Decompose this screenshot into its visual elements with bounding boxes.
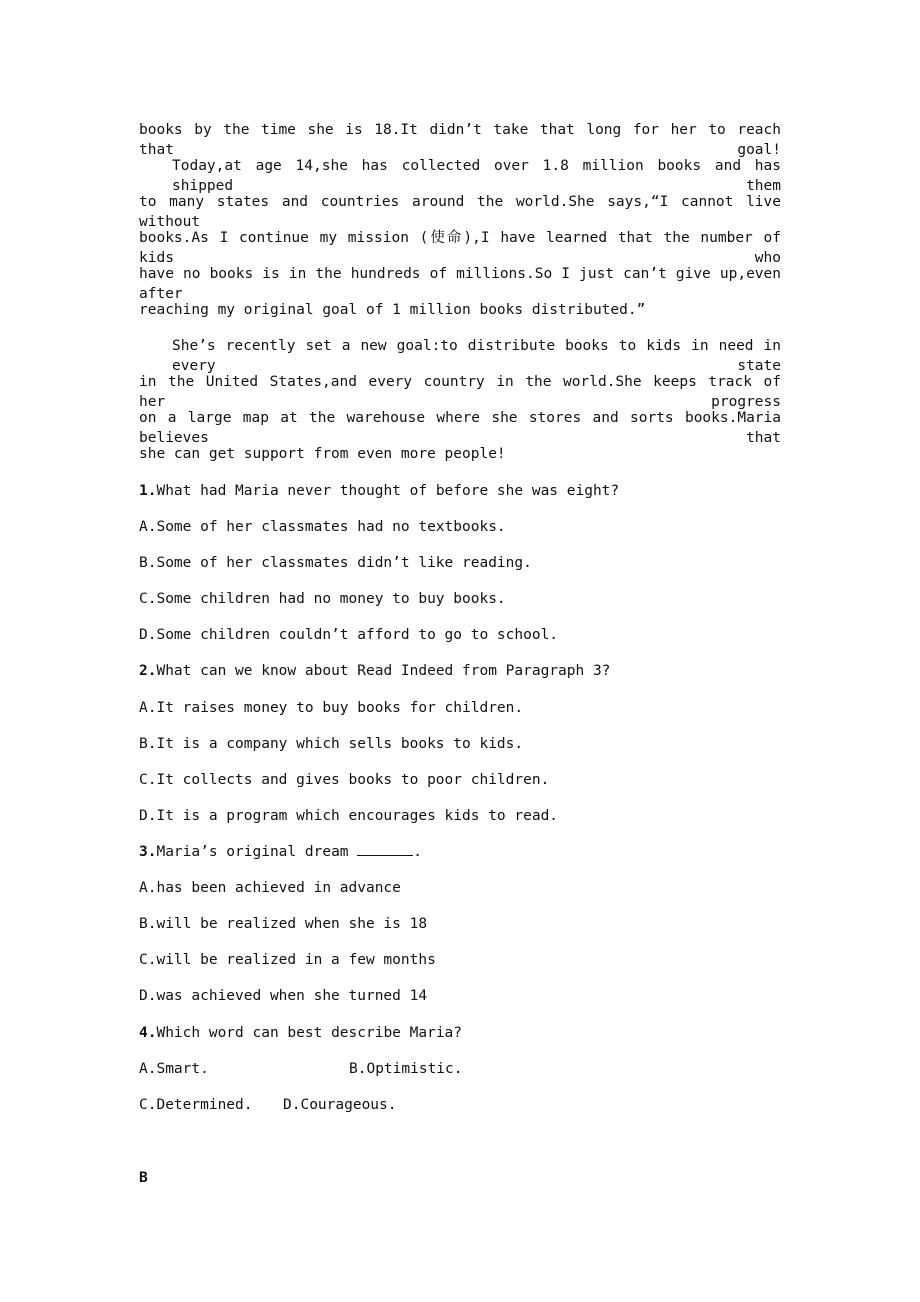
passage-line: in the United States,and every country in the world.She keeps track of her progress [139,374,781,410]
option-4a: A.Smart. [139,1061,209,1077]
question-number: 1. [139,483,157,499]
question-number: 3. [139,844,157,860]
passage-line: have no books is in the hundreds of millions.So I just can’t give up,even after [139,266,781,302]
option-4c: C.Determined. [139,1097,253,1113]
question-number: 4. [139,1025,157,1041]
option-2d: D.It is a program which encourages kids to read. [139,808,559,824]
option-1d: D.Some children couldn’t afford to go to school. [139,627,559,643]
answer-blank [357,843,413,856]
passage-line: she can get support from even more people! [139,446,506,462]
question-stem: What had Maria never thought of before she was eight? [156,483,620,499]
option-1a: A.Some of her classmates had no textbooks. [139,519,506,535]
option-4b: B.Optimistic. [349,1061,463,1077]
passage-line: books by the time she is 18.It didn’t take that long for her to reach that goal! [139,122,781,158]
question-stem: Which word can best describe Maria? [156,1025,463,1041]
passage-line: on a large map at the warehouse where she stores and sorts books.Maria believes that [139,410,781,446]
option-3c: C.will be realized in a few months [139,952,436,968]
question-stem: What can we know about Read Indeed from Paragraph 3? [156,663,611,679]
passage-line: She’s recently set a new goal:to distribute books to kids in need in every state [172,338,781,374]
passage-line: Today,at age 14,she has collected over 1.8 million books and has shipped them [172,158,781,194]
question-1 [139,481,619,501]
question-stem-end: . [413,844,422,860]
option-2a: A.It raises money to buy books for children. [139,700,524,716]
option-1b: B.Some of her classmates didn’t like reading. [139,555,532,571]
option-2b: B.It is a company which sells books to kids. [139,736,524,752]
question-2 [139,661,610,681]
question-3 [139,842,422,862]
option-3d: D.was achieved when she turned 14 [139,988,428,1004]
option-4d: D.Courageous. [283,1097,397,1113]
option-2c: C.It collects and gives books to poor children. [139,772,550,788]
passage-line: reaching my original goal of 1 million books distributed.” [139,302,646,318]
option-3a: A.has been achieved in advance [139,880,401,896]
passage-line: to many states and countries around the world.She says,“I cannot live without [139,194,781,230]
question-number: 2. [139,663,157,679]
section-label: B [139,1170,148,1186]
question-stem: Maria’s original dream [156,844,358,860]
passage-line: books.As I continue my mission (使命),I have learned that the number of kids who [139,230,781,266]
option-3b: B.will be realized when she is 18 [139,916,428,932]
question-4 [139,1023,462,1043]
option-1c: C.Some children had no money to buy books. [139,591,506,607]
